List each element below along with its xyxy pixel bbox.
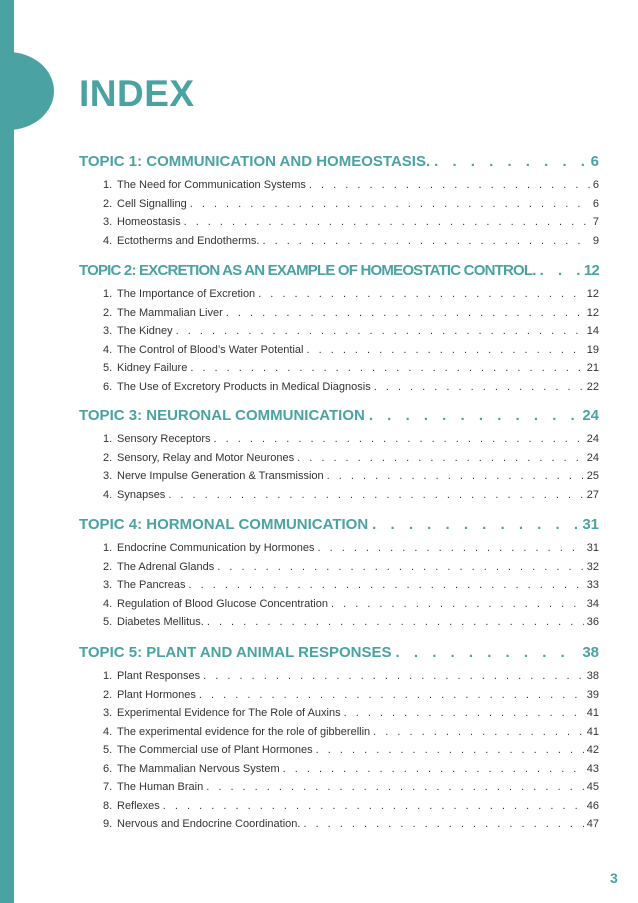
topic-page: 12	[583, 262, 599, 279]
entry-title: Synapses	[117, 488, 166, 501]
entry-title: Sensory Receptors	[117, 433, 211, 445]
entry-number: 1.	[103, 433, 113, 445]
entry-page: 21	[586, 362, 599, 374]
toc-entry[interactable]	[79, 288, 599, 307]
entry-title: Diabetes Mellitus.	[117, 616, 204, 628]
toc-entry[interactable]	[79, 362, 599, 381]
toc-entry[interactable]	[79, 470, 599, 489]
entry-title: The Use of Excretory Products in Medical Diagnosis	[117, 380, 371, 393]
topic-section-1	[79, 153, 599, 253]
entry-title: The Human Brain	[117, 781, 204, 793]
entry-page: 34	[586, 597, 599, 610]
entry-number: 2.	[103, 306, 113, 319]
entry-title: Endocrine Communication by Hormones	[117, 542, 315, 554]
dot-leader	[303, 818, 583, 830]
toc-entry[interactable]	[79, 726, 599, 745]
entry-title: Reflexes	[117, 799, 160, 812]
entry-number: 3.	[103, 216, 113, 228]
dot-leader	[434, 153, 587, 170]
toc-entry[interactable]	[79, 542, 599, 561]
toc-entry[interactable]	[79, 433, 599, 452]
topic-heading[interactable]	[79, 407, 599, 429]
dot-leader	[369, 407, 578, 424]
side-accent-bar	[0, 0, 14, 903]
entry-page: 41	[586, 707, 599, 719]
entry-page: 42	[586, 744, 599, 756]
entry-number: 2.	[103, 197, 113, 210]
dot-leader	[176, 325, 584, 337]
toc-entry[interactable]	[79, 198, 599, 217]
entry-title: Kidney Failure	[117, 362, 188, 374]
dot-leader	[283, 763, 584, 775]
dot-leader	[317, 542, 583, 554]
entry-page: 14	[586, 325, 599, 337]
entry-page: 38	[586, 670, 599, 682]
entry-number: 3.	[103, 470, 113, 482]
entry-title: Ectotherms and Endotherms.	[117, 234, 260, 247]
toc-entry[interactable]	[79, 179, 599, 198]
entry-page: 31	[586, 542, 599, 554]
entry-page: 6	[592, 197, 599, 210]
entry-page: 41	[586, 725, 599, 738]
topic-section-4	[79, 516, 599, 635]
entry-number: 2.	[103, 451, 113, 464]
dot-leader	[199, 689, 584, 701]
topic-label: TOPIC 4: HORMONAL COMMUNICATION	[79, 516, 369, 533]
entry-title: The Mammalian Liver	[117, 306, 223, 319]
entry-page: 27	[586, 488, 599, 501]
entry-number: 1.	[103, 179, 113, 191]
toc-entry[interactable]	[79, 689, 599, 708]
entry-number: 4.	[103, 597, 113, 610]
entry-title: Sensory, Relay and Motor Neurones	[117, 451, 295, 464]
toc-entry[interactable]	[79, 781, 599, 800]
topic-page: 6	[590, 153, 599, 170]
entry-title: The Commercial use of Plant Hormones	[117, 744, 313, 756]
entry-title: The Adrenal Glands	[117, 560, 215, 573]
entry-page: 22	[586, 380, 599, 393]
dot-leader	[214, 433, 584, 445]
entry-title: Plant Responses	[117, 670, 201, 682]
entry-number: 8.	[103, 799, 113, 812]
dot-leader	[188, 579, 583, 591]
toc-entry[interactable]	[79, 707, 599, 726]
entry-page: 12	[586, 306, 599, 319]
entry-page: 24	[586, 433, 599, 445]
toc-entry[interactable]	[79, 818, 599, 837]
dot-leader	[297, 452, 584, 464]
dot-leader	[373, 726, 584, 738]
entry-title: Experimental Evidence for The Role of Auxins	[117, 707, 341, 719]
dot-leader	[344, 707, 584, 719]
entry-number: 6.	[103, 380, 113, 393]
dot-leader	[190, 198, 590, 210]
dot-leader	[258, 288, 584, 300]
topic-label: TOPIC 2: EXCRETION AS AN EXAMPLE OF HOMEOSTATIC CONTROL.	[79, 262, 536, 279]
topic-heading[interactable]	[79, 153, 599, 175]
dot-leader	[184, 216, 590, 228]
entry-page: 47	[586, 818, 599, 830]
toc-entry[interactable]	[79, 489, 599, 508]
entry-title: The experimental evidence for the role of gibberellin	[117, 725, 371, 738]
entry-number: 3.	[103, 579, 113, 591]
dot-leader	[163, 800, 584, 812]
toc-entry[interactable]	[79, 616, 599, 635]
entry-number: 6.	[103, 762, 113, 775]
dot-leader	[316, 744, 584, 756]
entry-page: 39	[586, 688, 599, 701]
entry-page: 7	[592, 216, 599, 228]
topic-heading[interactable]	[79, 644, 599, 666]
entry-number: 3.	[103, 325, 113, 337]
entry-number: 4.	[103, 488, 113, 501]
toc-entry[interactable]	[79, 763, 599, 782]
entry-number: 4.	[103, 343, 113, 356]
topic-label: TOPIC 3: NEURONAL COMMUNICATION	[79, 407, 365, 424]
entry-number: 5.	[103, 744, 113, 756]
dot-leader	[331, 598, 584, 610]
toc-entry[interactable]	[79, 579, 599, 598]
entry-title: Nervous and Endocrine Coordination.	[117, 818, 301, 830]
entry-page: 32	[586, 560, 599, 573]
entry-title: The Importance of Excretion	[117, 288, 256, 300]
topic-page: 31	[582, 516, 599, 533]
entry-title: Plant Hormones	[117, 688, 196, 701]
dot-leader	[309, 179, 590, 191]
entry-page: 45	[586, 781, 599, 793]
topic-heading[interactable]	[79, 262, 599, 284]
dot-leader	[327, 470, 584, 482]
page-title: INDEX	[79, 73, 195, 114]
entry-number: 9.	[103, 818, 113, 830]
entry-number: 5.	[103, 362, 113, 374]
dot-leader	[262, 235, 589, 247]
dot-leader	[372, 516, 578, 533]
toc-entry[interactable]	[79, 670, 599, 689]
entry-number: 7.	[103, 781, 113, 793]
entry-page: 19	[586, 343, 599, 356]
entry-number: 4.	[103, 725, 113, 738]
toc-entry[interactable]	[79, 381, 599, 400]
dot-leader	[190, 362, 583, 374]
topic-section-2	[79, 262, 599, 399]
entry-page: 33	[586, 579, 599, 591]
dot-leader	[207, 616, 584, 628]
dot-leader	[374, 381, 584, 393]
dot-leader	[168, 489, 583, 501]
topic-heading[interactable]	[79, 516, 599, 538]
entry-number: 4.	[103, 234, 113, 247]
entry-title: The Control of Blood’s Water Potential	[117, 343, 304, 356]
entry-page: 24	[586, 451, 599, 464]
topic-label: TOPIC 5: PLANT AND ANIMAL RESPONSES	[79, 644, 392, 661]
toc-entry[interactable]	[79, 561, 599, 580]
entry-page: 43	[586, 762, 599, 775]
dot-leader	[540, 262, 580, 279]
toc-entry[interactable]	[79, 216, 599, 235]
dot-leader	[217, 561, 584, 573]
entry-number: 1.	[103, 542, 113, 554]
toc-entry[interactable]	[79, 344, 599, 363]
topic-page: 38	[582, 644, 599, 661]
toc-entry[interactable]	[79, 325, 599, 344]
entry-page: 25	[586, 470, 599, 482]
dot-leader	[396, 644, 579, 661]
entry-title: The Pancreas	[117, 579, 186, 591]
entry-page: 6	[592, 179, 599, 191]
entry-number: 2.	[103, 688, 113, 701]
topic-section-5	[79, 644, 599, 837]
entry-title: Nerve Impulse Generation & Transmission	[117, 470, 324, 482]
toc-entry[interactable]	[79, 598, 599, 617]
entry-title: The Need for Communication Systems	[117, 179, 306, 191]
topic-section-3	[79, 407, 599, 507]
entry-page: 12	[586, 288, 599, 300]
entry-number: 1.	[103, 288, 113, 300]
entry-number: 1.	[103, 670, 113, 682]
entry-title: Regulation of Blood Glucose Concentration	[117, 597, 328, 610]
page-number: 3	[610, 870, 618, 886]
entry-title: The Kidney	[117, 325, 173, 337]
dot-leader	[306, 344, 583, 356]
entry-title: Cell Signalling	[117, 197, 187, 210]
dot-leader	[203, 670, 584, 682]
entry-number: 5.	[103, 616, 113, 628]
dot-leader	[206, 781, 584, 793]
toc-entry[interactable]	[79, 744, 599, 763]
side-accent-tab	[0, 52, 54, 130]
entry-title: Homeostasis	[117, 216, 181, 228]
toc-entry[interactable]	[79, 800, 599, 819]
dot-leader	[226, 307, 584, 319]
entry-page: 9	[592, 234, 599, 247]
topic-label: TOPIC 1: COMMUNICATION AND HOMEOSTASIS.	[79, 153, 431, 170]
topic-page: 24	[582, 407, 599, 424]
toc-entry[interactable]	[79, 452, 599, 471]
entry-number: 3.	[103, 707, 113, 719]
entry-page: 46	[586, 799, 599, 812]
toc-entry[interactable]	[79, 307, 599, 326]
entry-page: 36	[586, 616, 599, 628]
toc-entry[interactable]	[79, 235, 599, 254]
entry-number: 2.	[103, 560, 113, 573]
entry-title: The Mammalian Nervous System	[117, 762, 280, 775]
